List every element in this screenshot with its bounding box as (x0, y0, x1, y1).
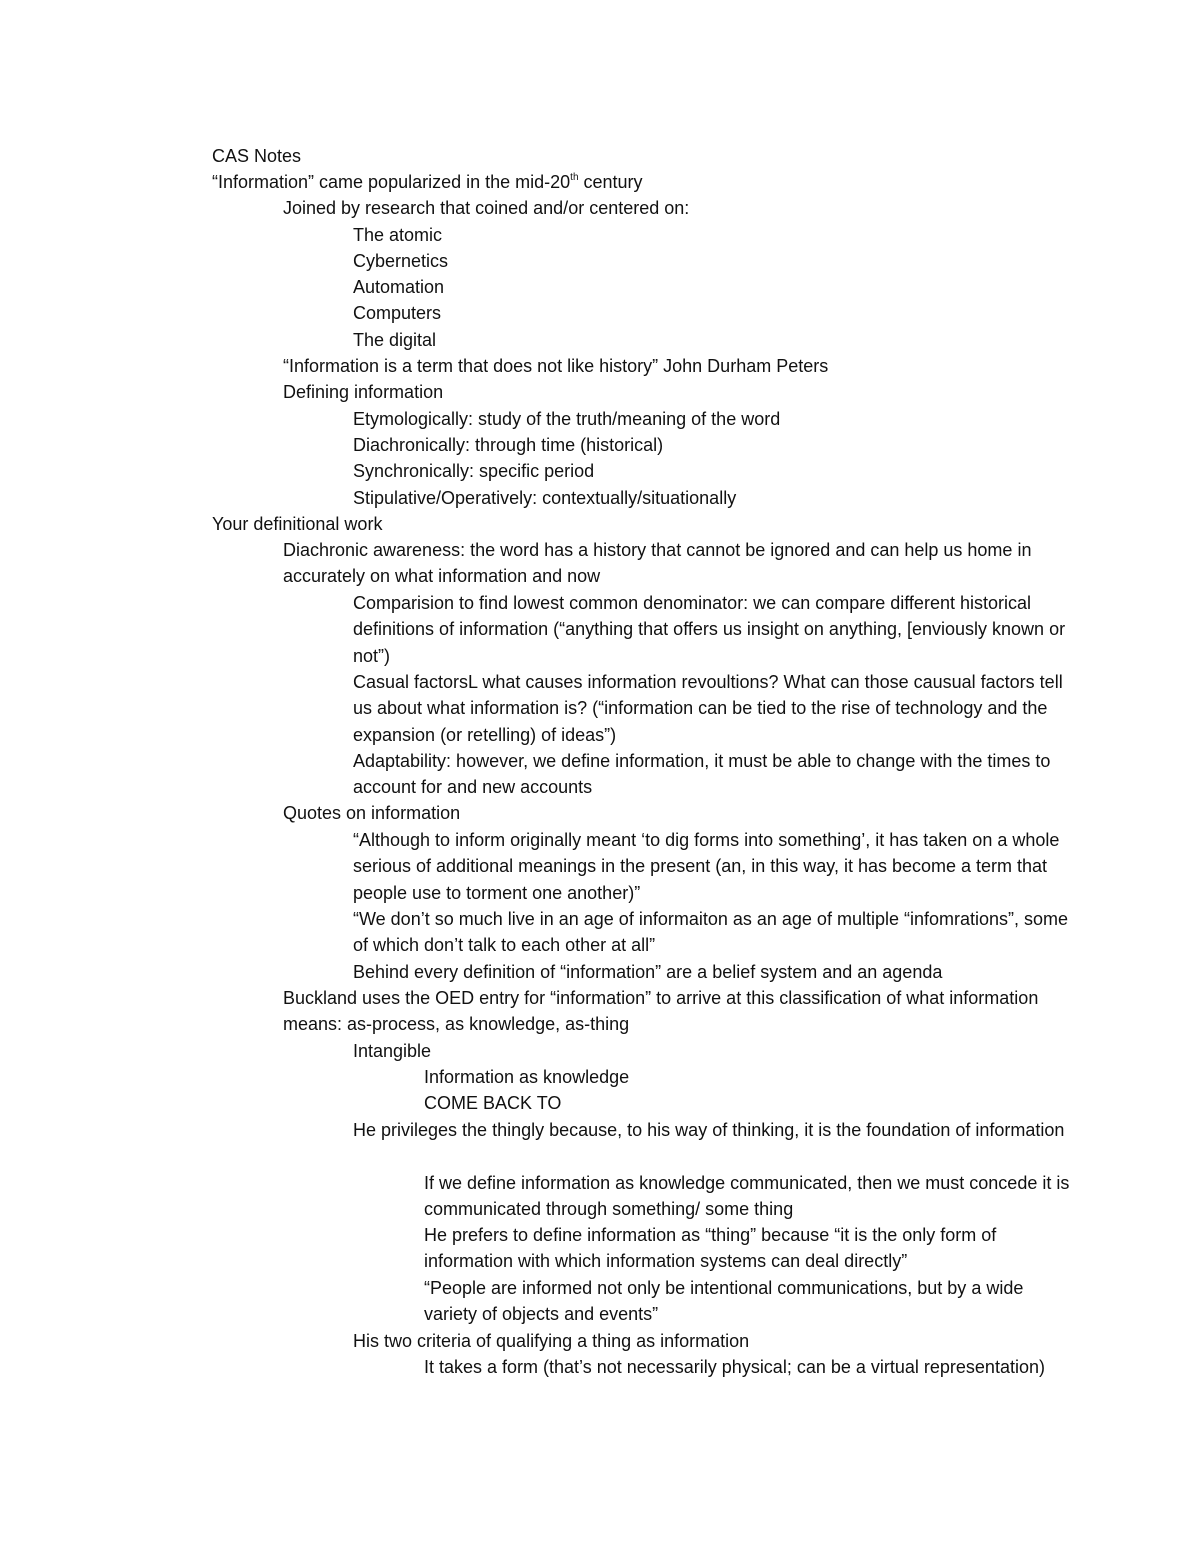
item-text-part: century (578, 172, 643, 192)
item-text: COME BACK TO (424, 1093, 562, 1113)
item-text: His two criteria of qualifying a thing as information (353, 1331, 750, 1351)
item-text: He prefers to define information as “thing” because “it is the only form of information with which information systems can deal directly” (424, 1225, 997, 1272)
item-text: If we define information as knowledge communicated, then we must concede it is communicated through something/ some thing (424, 1173, 1070, 1220)
item-text: Diachronic awareness: the word has a history that cannot be ignored and can help us home in accurately on what information and now (283, 540, 1032, 587)
item-text: “We don’t so much live in an age of informaiton as an age of multiple “infomrations”, some of which don’t talk to each other at all” (353, 909, 1069, 956)
item-text (212, 169, 1072, 195)
item-text: Your definitional work (212, 514, 383, 534)
item-text: CAS Notes (212, 146, 302, 166)
item-text: It takes a form (that’s not necessarily physical; can be a virtual representation) (424, 1357, 1045, 1377)
item-text: Behind every definition of “information” are a belief system and an agenda (353, 962, 943, 982)
superscript: th (570, 172, 579, 183)
item-text: Etymologically: study of the truth/meaning of the word (353, 409, 781, 429)
item-text: Stipulative/Operatively: contextually/situationally (353, 488, 737, 508)
item-text: Defining information (283, 382, 444, 402)
item-text: Synchronically: specific period (353, 461, 595, 481)
item-text: Quotes on information (283, 803, 461, 823)
item-text: Information as knowledge (424, 1067, 630, 1087)
item-text: Diachronically: through time (historical) (353, 435, 664, 455)
item-text: Computers (353, 303, 442, 323)
item-text: Casual factorsL what causes information revoultions? What can those causual factors tell us about what information is? (“information can be tied to the rise of technology and the expansion (or retelling) of ideas”) (353, 672, 1063, 745)
item-text: “Although to inform originally meant ‘to dig forms into something’, it has taken on a whole serious of additional meanings in the present (an, in this way, it has become a term that people use to torment one another)” (353, 830, 1060, 903)
item-text: “Information is a term that does not like history” John Durham Peters (283, 356, 829, 376)
item-text-part: “Information” came popularized in the mid-20 (212, 172, 571, 192)
item-text: Automation (353, 277, 445, 297)
item-text: Buckland uses the OED entry for “information” to arrive at this classification of what information means: as-process, as knowledge, as-thing (283, 988, 1039, 1035)
item-text: Comparision to find lowest common denominator: we can compare different historical definitions of information (“anything that offers us insight on anything, [enviously known or not”) (353, 593, 1066, 666)
item-text: Adaptability: however, we define information, it must be able to change with the times to account for and new accounts (353, 751, 1051, 798)
item-text: He privileges the thingly because, to his way of thinking, it is the foundation of information (353, 1120, 1065, 1140)
item-text: “People are informed not only be intentional communications, but by a wide variety of objects and events” (424, 1278, 1024, 1325)
item-text: Intangible (353, 1041, 432, 1061)
item-text: Joined by research that coined and/or centered on: (283, 198, 690, 218)
item-text: Cybernetics (353, 251, 449, 271)
item-text: The digital (353, 330, 437, 350)
item-text: The atomic (353, 225, 443, 245)
